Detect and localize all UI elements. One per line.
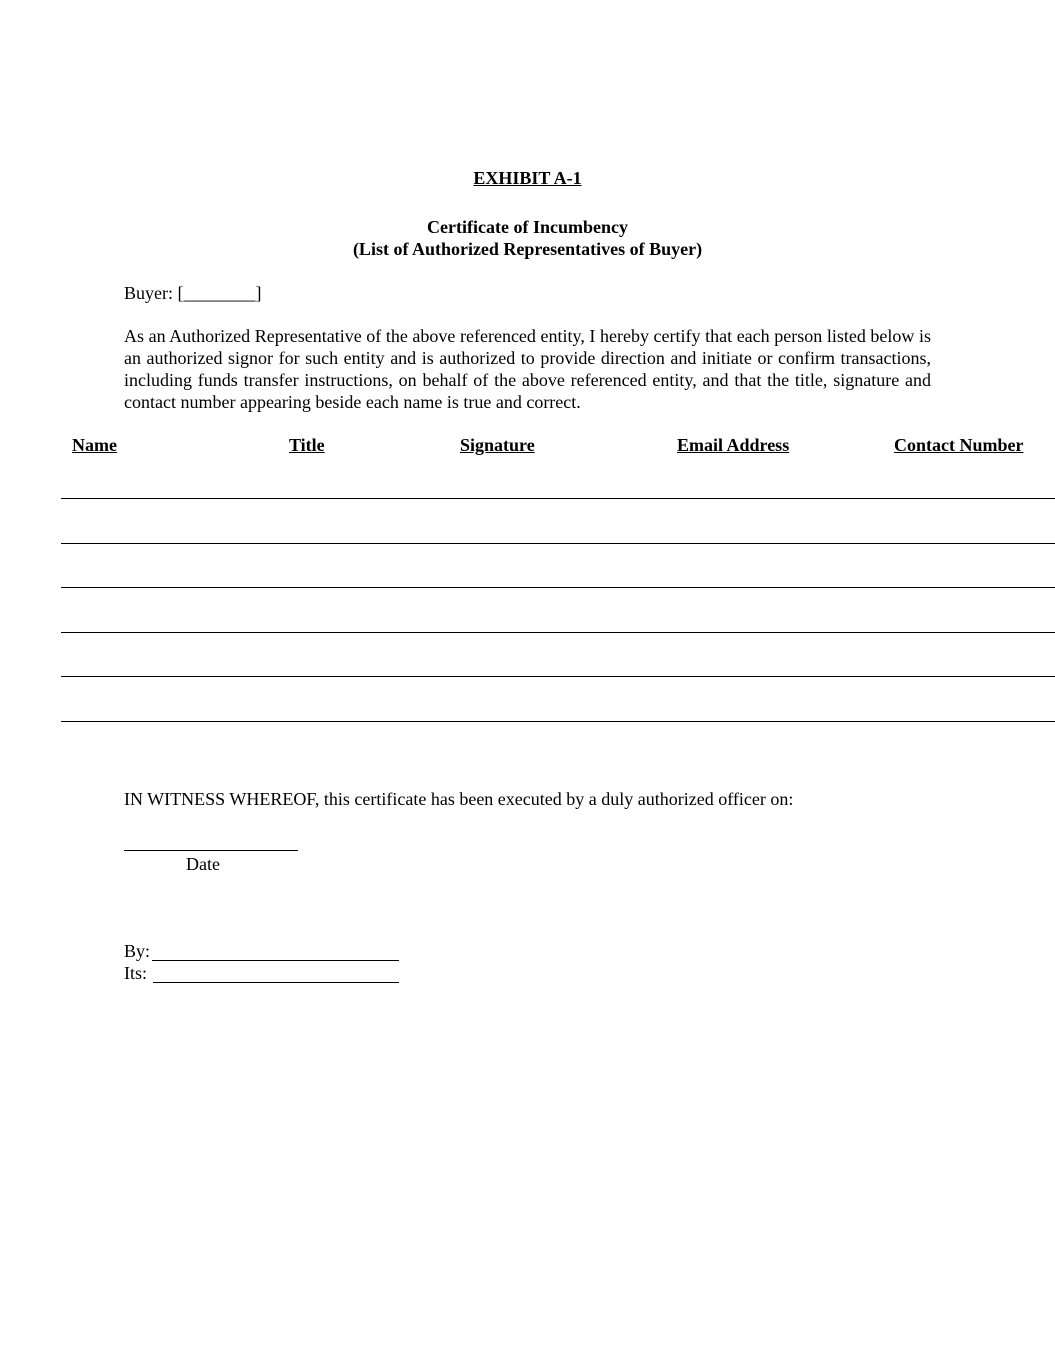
its-signature-line[interactable] xyxy=(153,966,399,983)
by-label: By: xyxy=(124,941,151,961)
representative-row-line[interactable] xyxy=(61,543,1055,544)
buyer-label: Buyer: xyxy=(124,283,173,303)
buyer-line xyxy=(124,282,262,304)
certification-paragraph: As an Authorized Representative of the above referenced entity, I hereby certify that each person listed below is an authorized signor for such entity and is authorized to provide direction and initiate or confirm transactions, including funds transfer instructions, on behalf of the above referenced entity, and that the title, signature and contact number appearing beside each name is true and correct. xyxy=(124,326,931,412)
representative-row-line[interactable] xyxy=(61,498,1055,499)
column-header-name: Name xyxy=(72,435,117,455)
column-header-signature: Signature xyxy=(460,435,535,455)
column-header-title: Title xyxy=(289,435,325,455)
by-signature-line[interactable] xyxy=(152,944,399,961)
representative-row-line[interactable] xyxy=(61,632,1055,633)
its-label: Its: xyxy=(124,963,148,983)
certificate-title: Certificate of Incumbency xyxy=(427,217,628,237)
date-label: Date xyxy=(186,854,220,874)
exhibit-title: EXHIBIT A-1 xyxy=(473,168,582,188)
column-header-email: Email Address xyxy=(677,435,790,455)
witness-statement: IN WITNESS WHEREOF, this certificate has been executed by a duly authorized officer on: xyxy=(124,789,794,809)
its-line xyxy=(124,962,399,984)
by-line xyxy=(124,940,399,962)
column-header-contact-number: Contact Number xyxy=(894,435,1024,455)
buyer-field[interactable]: [________] xyxy=(177,283,262,303)
date-signature-line[interactable] xyxy=(124,850,298,851)
representative-row-line[interactable] xyxy=(61,587,1055,588)
representative-row-line[interactable] xyxy=(61,721,1055,722)
representative-row-line[interactable] xyxy=(61,676,1055,677)
certificate-subtitle: (List of Authorized Representatives of Buyer) xyxy=(352,239,703,259)
